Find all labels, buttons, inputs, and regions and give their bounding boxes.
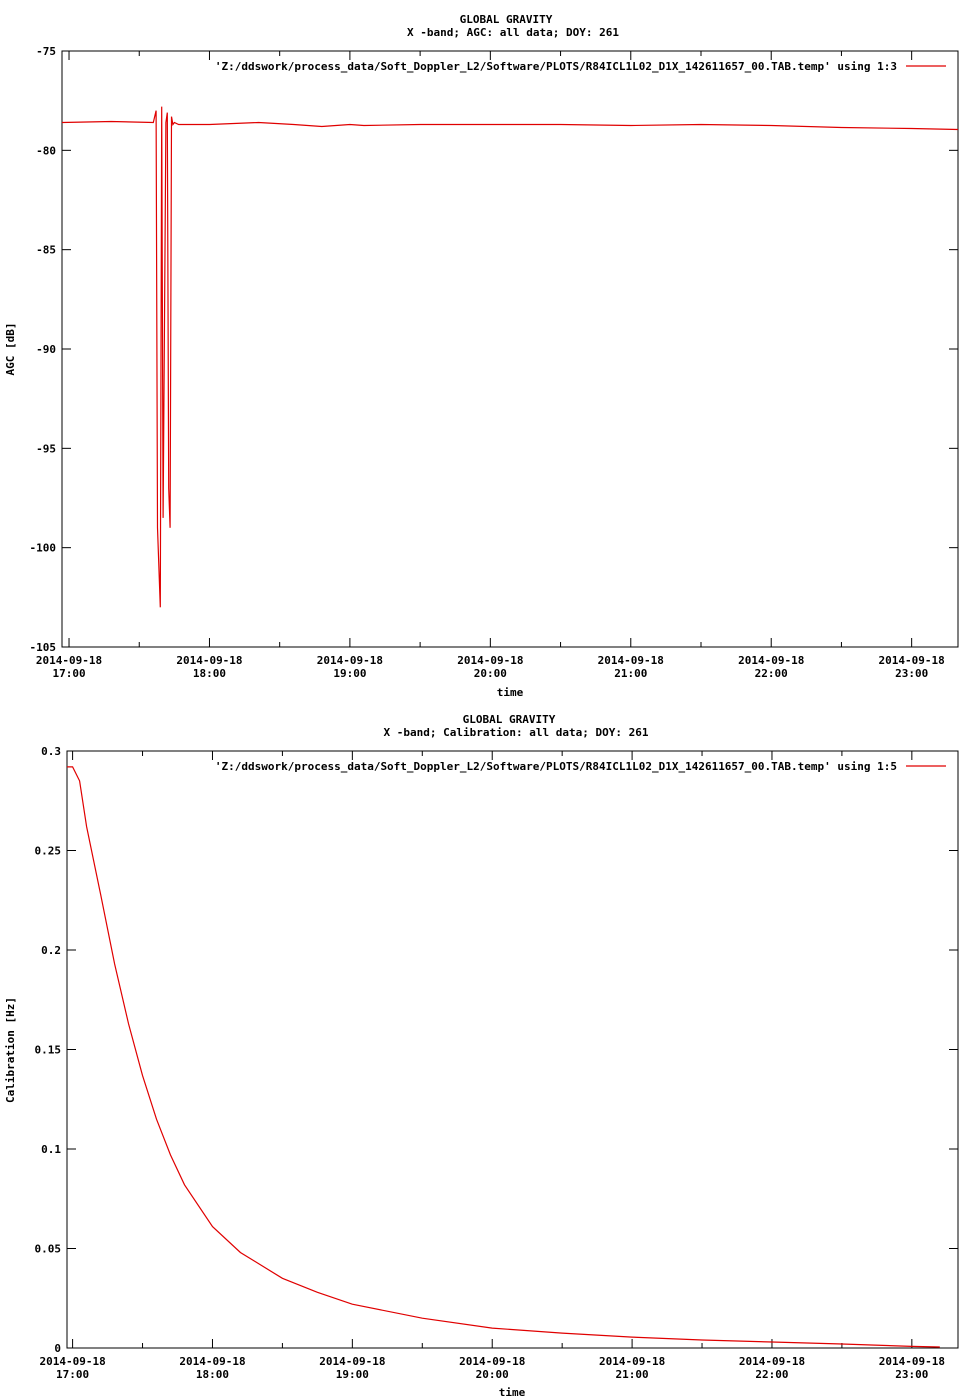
calibration-legend-label: 'Z:/ddswork/process_data/Soft_Doppler_L2/Software/PLOTS/R84ICL1L02_D1X_142611657_00.TAB.temp' using 1:5	[214, 760, 897, 773]
agc-x-axis	[36, 51, 945, 680]
calibration-y-tick-label: 0.3	[41, 745, 61, 758]
calibration-y-tick-label: 0.2	[41, 944, 61, 957]
agc-x-tick-date: 2014-09-18	[457, 654, 524, 667]
agc-legend-label: 'Z:/ddswork/process_data/Soft_Doppler_L2/Software/PLOTS/R84ICL1L02_D1X_142611657_00.TAB.temp' using 1:3	[214, 60, 897, 73]
calibration-y-tick-label: 0.05	[34, 1242, 61, 1256]
calibration-x-tick-date: 2014-09-18	[319, 1355, 386, 1368]
agc-x-tick-time: 21:00	[614, 667, 648, 680]
agc-x-tick-time: 19:00	[333, 667, 367, 680]
calibration-x-tick-time: 22:00	[755, 1368, 789, 1381]
agc-y-tick-label: -80	[36, 144, 56, 158]
calibration-chart-subtitle: X -band; Calibration: all data; DOY: 261	[383, 726, 649, 739]
agc-x-tick-time: 22:00	[754, 667, 788, 680]
calibration-chart	[4, 713, 958, 1399]
calibration-y-axis-label: Calibration [Hz]	[4, 997, 17, 1103]
agc-y-tick-label: -75	[36, 45, 56, 58]
agc-y-axis-label: AGC [dB]	[4, 322, 17, 376]
calibration-x-tick-time: 21:00	[615, 1368, 649, 1381]
agc-x-tick-time: 20:00	[473, 667, 507, 680]
agc-x-tick-date: 2014-09-18	[878, 654, 945, 667]
agc-x-tick-time: 23:00	[895, 667, 929, 680]
agc-plot-frame	[62, 51, 958, 647]
calibration-series-line	[67, 767, 940, 1347]
agc-x-tick-date: 2014-09-18	[597, 654, 664, 667]
agc-x-tick-time: 18:00	[192, 667, 227, 680]
calibration-x-tick-time: 17:00	[56, 1368, 90, 1381]
agc-x-tick-date: 2014-09-18	[738, 654, 805, 667]
calibration-y-tick-label: 0.15	[34, 1043, 61, 1057]
calibration-x-tick-time: 20:00	[475, 1368, 509, 1381]
calibration-x-tick-date: 2014-09-18	[598, 1355, 666, 1368]
agc-y-tick-label: -100	[29, 541, 56, 555]
calibration-x-tick-date: 2014-09-18	[179, 1355, 246, 1368]
calibration-x-tick-time: 19:00	[335, 1368, 369, 1381]
calibration-y-axis	[35, 745, 959, 1355]
calibration-x-tick-date: 2014-09-18	[39, 1355, 106, 1368]
calibration-x-tick-date: 2014-09-18	[738, 1355, 806, 1368]
agc-chart-subtitle: X -band; AGC: all data; DOY: 261	[407, 26, 619, 39]
calibration-x-tick-time: 18:00	[195, 1368, 230, 1381]
calibration-y-tick-label: 0.25	[34, 844, 61, 858]
agc-y-tick-label: -105	[29, 641, 56, 654]
calibration-x-tick-time: 23:00	[895, 1368, 929, 1381]
agc-x-tick-date: 2014-09-18	[316, 654, 384, 667]
agc-x-tick-date: 2014-09-18	[35, 654, 103, 667]
calibration-x-axis	[39, 751, 944, 1381]
agc-y-tick-label: -95	[36, 442, 56, 456]
calibration-plot-frame	[67, 751, 958, 1348]
agc-x-axis-label: time	[496, 686, 524, 699]
agc-series-line	[62, 107, 958, 608]
agc-y-tick-label: -90	[36, 343, 56, 356]
agc-chart	[4, 13, 958, 699]
agc-y-tick-label: -85	[36, 243, 56, 257]
calibration-y-tick-label: 0.1	[41, 1143, 61, 1156]
calibration-chart-title: GLOBAL GRAVITY	[462, 713, 556, 726]
calibration-y-tick-label: 0	[54, 1342, 61, 1355]
calibration-x-tick-date: 2014-09-18	[878, 1355, 945, 1368]
agc-x-tick-time: 17:00	[52, 667, 86, 680]
calibration-x-tick-date: 2014-09-18	[459, 1355, 526, 1368]
agc-chart-title: GLOBAL GRAVITY	[459, 13, 553, 26]
agc-x-tick-date: 2014-09-18	[176, 654, 243, 667]
calibration-x-axis-label: time	[498, 1386, 526, 1399]
